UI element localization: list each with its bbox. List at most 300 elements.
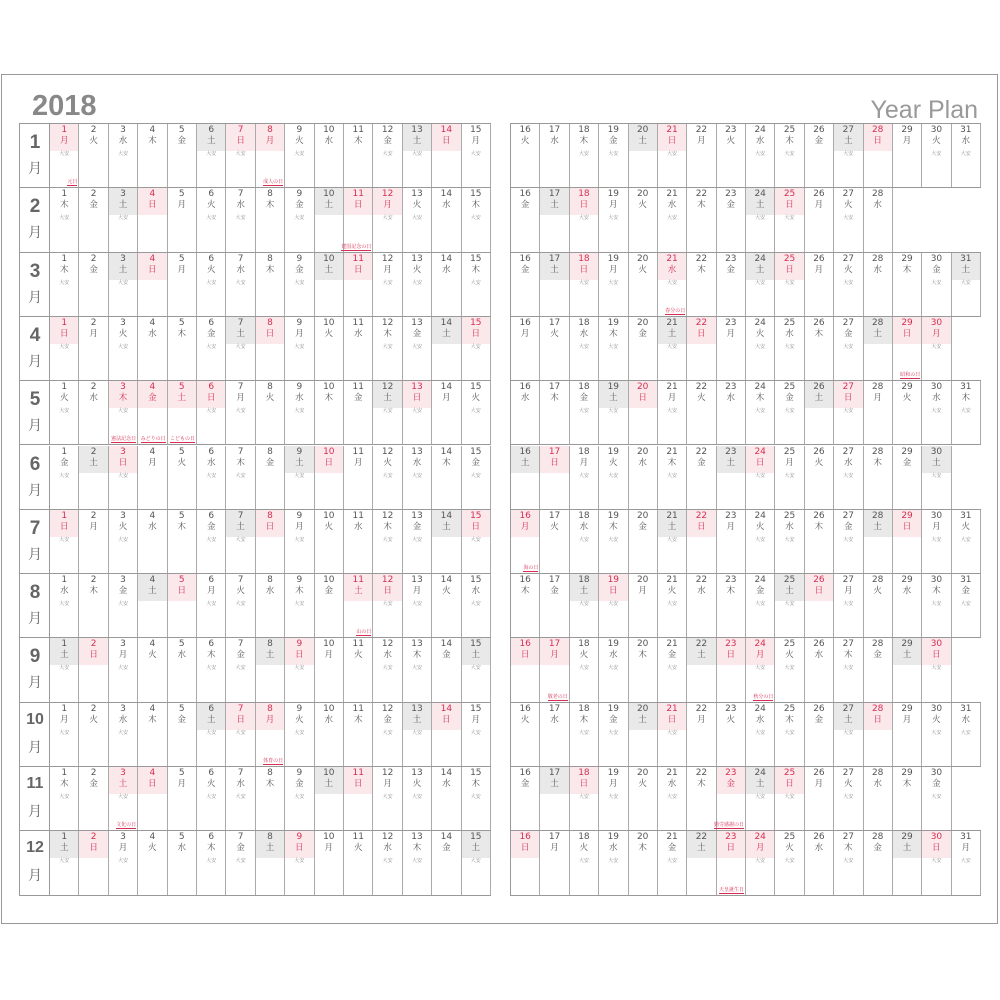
weekday-label: 日 [844,393,853,404]
day-cell [775,703,804,766]
weekday-label: 日 [902,328,912,339]
rokuyo-label: 大安 [667,794,678,800]
weekday-label: 金 [550,586,559,597]
weekday-label: 日 [442,714,451,725]
weekday-label: 日 [442,136,451,146]
day-cell [599,831,628,894]
weekday-label: 月 [814,264,824,275]
weekday-label: 木 [844,843,853,854]
weekday-label: 土 [961,264,971,275]
holiday-name: 元日 [67,179,78,186]
rokuyo-label: 大安 [206,343,217,350]
day-number: 15 [470,189,482,200]
day-cell [109,574,138,637]
day-cell [226,831,255,894]
weekday-label: 木 [148,136,157,146]
day-number: 28 [871,253,884,264]
day-number: 14 [440,832,453,843]
weekday-label: 木 [59,264,69,275]
rokuyo-label: 大安 [117,858,128,865]
day-number: 16 [519,189,531,200]
day-cell [462,188,491,251]
day-number: 14 [440,575,453,586]
day-number: 16 [519,510,531,521]
day-cell [540,124,569,187]
day-number: 13 [411,189,423,200]
rokuyo-label: 大安 [960,151,971,157]
weekday-label: 土 [638,136,647,146]
day-number: 3 [120,189,126,200]
weekday-label: 水 [177,650,187,661]
day-number: 21 [666,446,678,457]
weekday-label: 月 [383,779,392,789]
rokuyo-label: 大安 [578,215,589,222]
weekday-label: 土 [59,843,69,854]
day-cell [805,510,834,573]
weekday-label: 日 [902,521,912,532]
weekday-label: 金 [324,586,334,597]
day-cell [922,381,951,444]
weekday-label: 日 [873,136,882,146]
day-cell [50,124,79,187]
day-cell [540,381,569,444]
weekday-label: 火 [961,521,971,532]
rokuyo-label: 大安 [235,858,246,865]
rokuyo-label: 大安 [608,794,619,800]
weekday-label: 火 [206,200,216,211]
day-number: 4 [149,189,156,200]
weekday-label: 土 [353,586,363,597]
weekday-label: 日 [579,200,589,211]
weekday-label: 日 [755,457,765,468]
day-number: 19 [607,510,620,521]
weekday-label: 火 [609,457,618,468]
rokuyo-label: 大安 [960,729,971,736]
weekday-label: 月 [814,200,824,211]
day-number: 18 [578,575,590,586]
day-cell [256,446,285,509]
day-cell [403,831,432,894]
day-cell [462,381,491,444]
day-cell [834,767,863,830]
rokuyo-label: 大安 [755,794,766,800]
day-number: 7 [237,317,244,328]
day-number: 2 [90,768,97,778]
day-cell [893,638,922,701]
day-cell [109,831,138,894]
rokuyo-label: 大安 [382,601,393,608]
day-number: 9 [296,832,303,843]
weekday-label: 日 [932,650,941,661]
day-number: 23 [725,382,737,393]
weekday-label: 土 [118,779,128,789]
day-number: 24 [754,639,766,650]
day-number: 16 [519,446,531,457]
rokuyo-label: 大安 [960,536,971,543]
weekday-label: 木 [667,457,677,468]
day-number: 24 [754,768,766,778]
rokuyo-label: 大安 [470,279,481,286]
day-number: 20 [636,382,649,393]
month-label [20,831,50,894]
rokuyo-label: 大安 [784,536,795,543]
weekday-label: 火 [206,264,216,275]
day-cell [717,446,746,509]
day-cell [775,317,804,380]
day-number: 1 [61,317,68,328]
weekday-label: 土 [324,200,334,211]
weekday-label: 金 [638,328,647,339]
rokuyo-label: 大安 [784,408,795,415]
weekday-label: 土 [236,328,245,339]
day-cell [403,638,432,701]
day-cell [344,510,373,573]
day-number: 5 [178,639,185,650]
day-number: 28 [871,189,884,200]
day-cell [285,446,314,509]
day-cell [775,188,804,251]
day-cell [922,446,951,509]
day-number: 30 [930,768,943,778]
day-cell [658,317,687,380]
day-number: 24 [754,253,766,264]
day-number: 10 [323,510,335,521]
day-cell [168,124,197,187]
day-number: 18 [578,510,590,521]
day-number: 15 [470,575,482,586]
weekday-label: 火 [353,650,363,661]
rokuyo-label: 大安 [755,536,766,543]
day-number: 2 [90,189,97,200]
rokuyo-label: 大安 [382,343,393,350]
weekday-label: 火 [206,779,216,789]
day-number: 2 [90,125,97,135]
weekday-label: 土 [814,393,824,404]
day-number: 29 [901,446,913,457]
day-number: 27 [842,382,855,393]
rokuyo-label: 大安 [235,536,246,543]
day-cell [168,253,197,316]
day-cell [922,124,951,187]
weekday-label: 木 [932,586,941,597]
day-number: 8 [267,125,273,135]
day-cell [864,188,893,251]
day-cell [893,253,922,316]
day-number: 22 [695,832,708,843]
weekday-label: 日 [471,328,481,339]
weekday-label: 木 [609,521,618,532]
weekday-label: 火 [638,200,647,211]
weekday-label: 金 [471,457,481,468]
day-cell [775,124,804,187]
holiday-name: 敬老の日 [547,693,568,700]
day-cell [893,124,922,187]
weekday-label: 水 [755,136,765,146]
weekday-label: 月 [265,136,275,146]
weekday-label: 火 [726,136,736,146]
day-cell [109,703,138,766]
day-number: 25 [783,639,796,650]
weekday-label: 土 [609,393,618,404]
rokuyo-label: 大安 [117,536,128,543]
day-number: 4 [149,510,156,521]
day-number: 14 [440,189,453,200]
day-number: 28 [871,832,884,843]
day-number: 27 [842,446,855,457]
rokuyo-label: 大安 [470,536,481,543]
rokuyo-label: 大安 [59,858,70,865]
day-number: 12 [381,446,394,457]
rokuyo-label: 大安 [843,408,854,415]
day-number: 17 [548,703,561,714]
weekday-label: 火 [520,136,530,146]
weekday-label: 木 [59,779,69,789]
day-number: 18 [578,639,590,650]
weekday-label: 月 [844,586,853,597]
rokuyo-label: 大安 [411,343,422,350]
day-number: 19 [607,446,620,457]
rokuyo-label: 大安 [931,858,942,865]
weekday-label: 金 [236,843,245,854]
rokuyo-label: 大安 [470,794,481,800]
month-label [20,188,50,251]
month-label [20,638,50,701]
day-cell [462,446,491,509]
weekday-label: 水 [206,457,216,468]
weekday-label: 日 [785,200,794,211]
weekday-label: 月 [726,521,736,532]
weekday-label: 金 [961,586,971,597]
day-number: 7 [237,575,244,586]
day-number: 26 [813,125,825,135]
month-row [511,574,981,638]
weekday-label: 木 [236,457,245,468]
day-number: 8 [267,189,273,200]
month-row [511,767,981,831]
day-number: 29 [901,253,913,264]
day-number: 3 [120,446,126,457]
day-number: 11 [352,125,364,135]
day-number: 10 [323,317,335,328]
day-number: 11 [352,382,364,393]
day-number: 8 [267,382,273,393]
weekday-label: 土 [412,714,422,725]
rokuyo-label: 大安 [470,665,481,672]
day-cell [746,124,775,187]
weekday-label: 金 [206,521,216,532]
day-cell [373,446,402,509]
day-cell [373,767,402,830]
weekday-label: 月 [873,393,882,404]
weekday-label: 土 [520,457,530,468]
day-cell [805,831,834,894]
day-number: 26 [813,703,825,714]
day-cell [109,188,138,251]
rokuyo-label: 大安 [470,858,481,865]
rokuyo-label: 大安 [206,215,217,222]
day-number: 27 [842,125,855,135]
day-cell [432,317,461,380]
day-cell [629,188,658,251]
weekday-label: 月 [697,136,706,146]
weekday-label: 木 [726,586,736,597]
weekday-label: 水 [961,136,971,146]
day-number: 11 [352,639,364,650]
day-number: 13 [411,639,423,650]
rokuyo-label: 大安 [411,151,422,157]
weekday-label: 金 [697,457,706,468]
weekday-label: 金 [89,264,98,275]
day-number: 6 [208,832,215,843]
day-cell [109,381,138,444]
weekday-label: 土 [932,457,941,468]
month-label [20,317,50,380]
day-cell [285,317,314,380]
day-cell [403,446,432,509]
rokuyo-label: 大安 [755,729,766,736]
weekday-label: 水 [442,779,451,789]
weekday-label: 金 [520,779,530,789]
weekday-label: 月 [412,586,422,597]
rokuyo-label: 大安 [117,472,128,479]
day-cell [344,381,373,444]
day-number: 19 [607,703,620,714]
rokuyo-label: 大安 [206,151,217,157]
day-number: 4 [149,832,156,843]
weekday-label: 月 [932,521,941,532]
weekday-label: 月 [902,714,912,725]
day-cell [864,831,893,894]
weekday-label: 土 [265,843,275,854]
day-cell [432,124,461,187]
rokuyo-label: 大安 [608,858,619,865]
weekday-label: 水 [236,200,245,211]
day-number: 23 [725,703,737,714]
weekday-label: 木 [177,328,187,339]
month-row [20,831,491,895]
day-cell [717,574,746,637]
day-cell [462,831,491,894]
day-number: 5 [178,575,185,586]
day-number: 16 [519,768,531,778]
weekday-label: 日 [579,779,589,789]
day-number: 29 [901,382,913,393]
weekday-label: 日 [148,264,157,275]
weekday-label: 金 [89,779,98,789]
weekday-label: 月 [697,714,706,725]
day-number: 25 [783,446,796,457]
day-number: 4 [149,317,156,328]
day-cell [79,446,108,509]
day-cell [952,381,981,444]
day-number: 17 [548,575,561,586]
weekday-label: 木 [353,136,363,146]
day-cell [570,831,599,894]
rokuyo-label: 大安 [755,665,766,672]
day-cell [226,638,255,701]
weekday-label: 金 [902,457,912,468]
weekday-label: 月 [324,843,334,854]
weekday-label: 水 [442,200,451,211]
weekday-label: 木 [697,264,706,275]
day-number: 22 [695,382,708,393]
month-kanji: 月 [28,868,42,885]
weekday-label: 火 [667,586,677,597]
rokuyo-label: 大安 [294,343,305,350]
day-cell [687,124,716,187]
weekday-label: 日 [59,328,69,339]
weekday-label: 水 [471,586,481,597]
day-number: 10 [323,832,335,843]
day-number: 1 [61,382,68,393]
day-cell [864,767,893,830]
day-cell [893,188,922,251]
weekday-label: 金 [383,714,392,725]
day-cell [373,124,402,187]
weekday-label: 水 [89,393,98,404]
day-cell [226,188,255,251]
day-cell [285,510,314,573]
weekday-label: 月 [667,393,677,404]
day-number: 23 [725,575,737,586]
month-row [511,638,981,702]
month-number: 3 [29,260,41,282]
day-cell [432,188,461,251]
rokuyo-label: 大安 [608,279,619,286]
day-cell [315,767,344,830]
day-number: 17 [548,125,561,135]
weekday-label: 木 [844,650,853,661]
day-cell [462,317,491,380]
rokuyo-label: 大安 [235,408,246,415]
weekday-label: 水 [324,714,334,725]
day-number: 25 [783,703,796,714]
year-title: 2018 [32,90,97,122]
day-cell [952,767,981,830]
day-cell [138,831,167,894]
day-cell [285,253,314,316]
day-cell [511,124,540,187]
weekday-label: 金 [609,136,618,146]
day-number: 14 [440,317,453,328]
day-cell [658,703,687,766]
rokuyo-label: 大安 [117,408,128,415]
weekday-label: 火 [814,457,824,468]
day-number: 9 [296,317,303,328]
weekday-label: 日 [667,714,677,725]
day-cell [341,188,373,251]
day-number: 23 [725,768,737,778]
weekday-label: 日 [148,200,157,211]
day-cell [599,124,628,187]
weekday-label: 土 [550,200,559,211]
rokuyo-label: 大安 [59,215,70,222]
weekday-label: 水 [785,328,794,339]
day-cell [746,317,775,380]
day-number: 6 [208,382,215,393]
day-number: 30 [930,703,943,714]
weekday-label: 日 [667,136,677,146]
rokuyo-label: 大安 [667,472,678,479]
day-cell [315,124,344,187]
day-cell [109,767,138,830]
weekday-label: 火 [148,650,157,661]
day-cell [511,446,540,509]
day-cell [79,638,108,701]
month-kanji: 月 [28,225,42,242]
day-number: 9 [296,253,303,264]
holiday-name: みどりの日 [140,436,166,443]
